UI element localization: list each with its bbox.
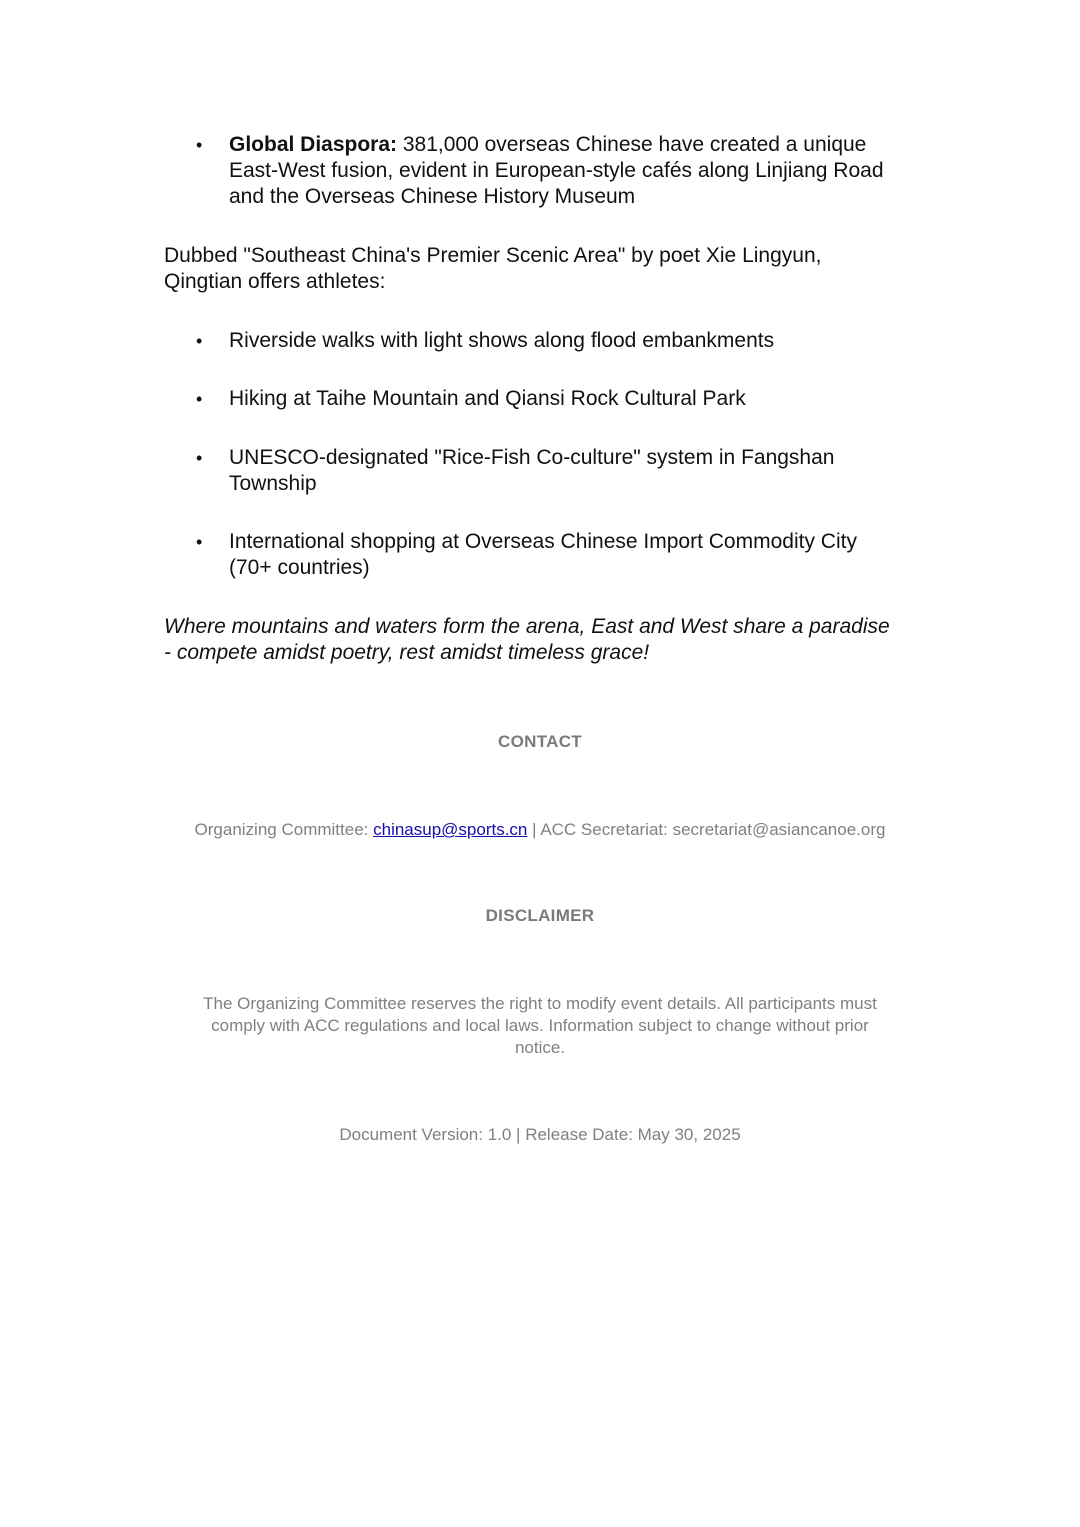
list-item [196,386,896,416]
closing-line2: - compete amidst poetry, rest amidst timeless grace! [164,641,650,664]
disclaimer-line1: The Organizing Committee reserves the right to modify event details. All participants must [203,994,877,1013]
disclaimer-line2: comply with ACC regulations and local laws. Information subject to change without prior [211,1016,869,1035]
committee-email-link[interactable]: chinasup@sports.cn [373,820,528,839]
list-item-text: Hiking at Taihe Mountain and Qiansi Rock Cultural Park [229,387,746,410]
bullet-icon: • [196,331,203,351]
contact-line [140,819,940,841]
closing-tagline [164,614,924,666]
disclaimer-text [140,993,940,1059]
bullet-icon: • [196,135,203,155]
list-item-text: Riverside walks with light shows along flood embankments [229,329,775,352]
diaspora-text-line3: and the Overseas Chinese History Museum [229,185,636,208]
secretariat-email: secretariat@asiancanoe.org [672,820,886,839]
list-item [196,328,896,358]
list-item-text: UNESCO-designated "Rice-Fish Co-culture" system in Fangshan [229,446,835,469]
list-item-text-cont: (70+ countries) [229,556,370,579]
diaspora-label: Global Diaspora: [229,133,398,156]
disclaimer-line3: notice. [514,1038,566,1057]
intro-paragraph [164,243,924,295]
secretariat-label: | ACC Secretariat: [527,820,673,839]
contact-title: CONTACT [498,732,582,751]
committee-label: Organizing Committee: [194,820,374,839]
list-item-text: International shopping at Overseas Chinese Import Commodity City [229,530,857,553]
bullet-icon: • [196,389,203,409]
document-version: Document Version: 1.0 | Release Date: May 30, 2025 [339,1125,741,1144]
intro-line2: Qingtian offers athletes: [164,270,386,293]
list-item [196,529,896,585]
disclaimer-title: DISCLAIMER [485,906,595,925]
list-item [196,445,896,501]
diaspora-text-line2: East-West fusion, evident in European-style cafés along Linjiang Road [229,159,884,182]
closing-line1: Where mountains and waters form the arena, East and West share a paradise [164,615,890,638]
diaspora-bullet-text [229,132,929,210]
diaspora-text-line1: 381,000 overseas Chinese have created a unique [397,133,867,156]
diaspora-bullet [196,132,896,212]
intro-line1: Dubbed "Southeast China's Premier Scenic Area" by poet Xie Lingyun, [164,244,822,267]
bullet-icon: • [196,448,203,468]
list-item-text-cont: Township [229,472,317,495]
bullet-icon: • [196,532,203,552]
